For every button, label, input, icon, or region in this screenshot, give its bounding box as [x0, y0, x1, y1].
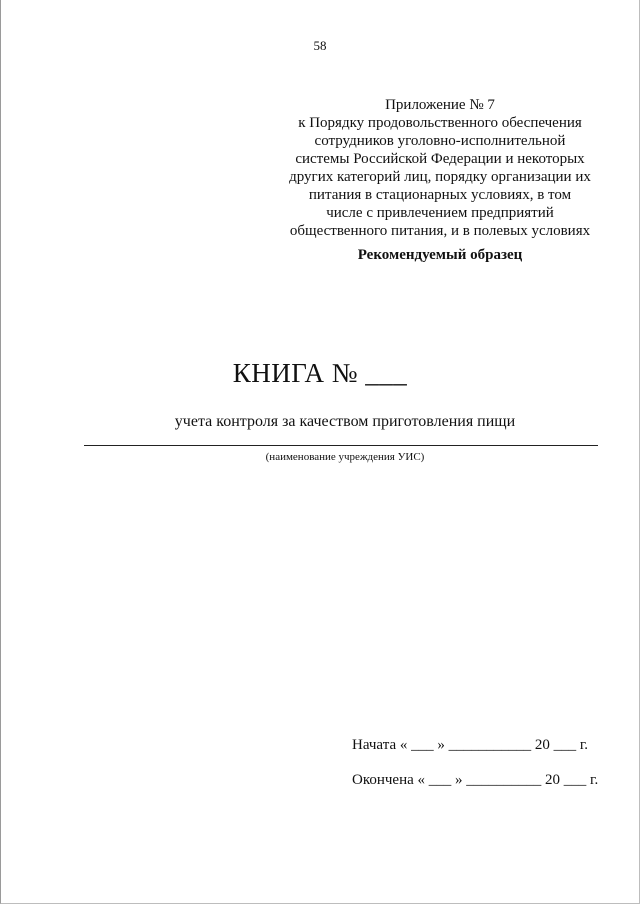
end-date-line: Окончена « ___ » __________ 20 ___ г. — [352, 772, 599, 788]
appendix-line: системы Российской Федерации и некоторых — [295, 151, 585, 167]
appendix-line: к Порядку продовольственного обеспечения — [298, 115, 582, 131]
appendix-line: общественного питания, и в полевых условиях — [289, 223, 591, 239]
recommended-sample-label: Рекомендуемый образец — [357, 247, 523, 263]
book-title: КНИГА № ___ — [232, 358, 408, 388]
appendix-line: сотрудников уголовно-исполнительной — [314, 133, 566, 149]
page-number: 58 — [313, 38, 327, 53]
institution-name-line — [84, 445, 598, 446]
appendix-header — [270, 96, 610, 264]
start-date-line: Начата « ___ » ___________ 20 ___ г. — [352, 737, 589, 753]
book-subtitle: учета контроля за качеством приготовления пищи — [174, 413, 516, 430]
appendix-line: Приложение № 7 — [385, 97, 495, 113]
appendix-line: других категорий лиц, порядку организации их — [289, 169, 591, 185]
appendix-line: питания в стационарных условиях, в том — [308, 187, 572, 203]
appendix-line: числе с привлечением предприятий — [326, 205, 554, 221]
institution-caption: (наименование учреждения УИС) — [265, 451, 425, 463]
